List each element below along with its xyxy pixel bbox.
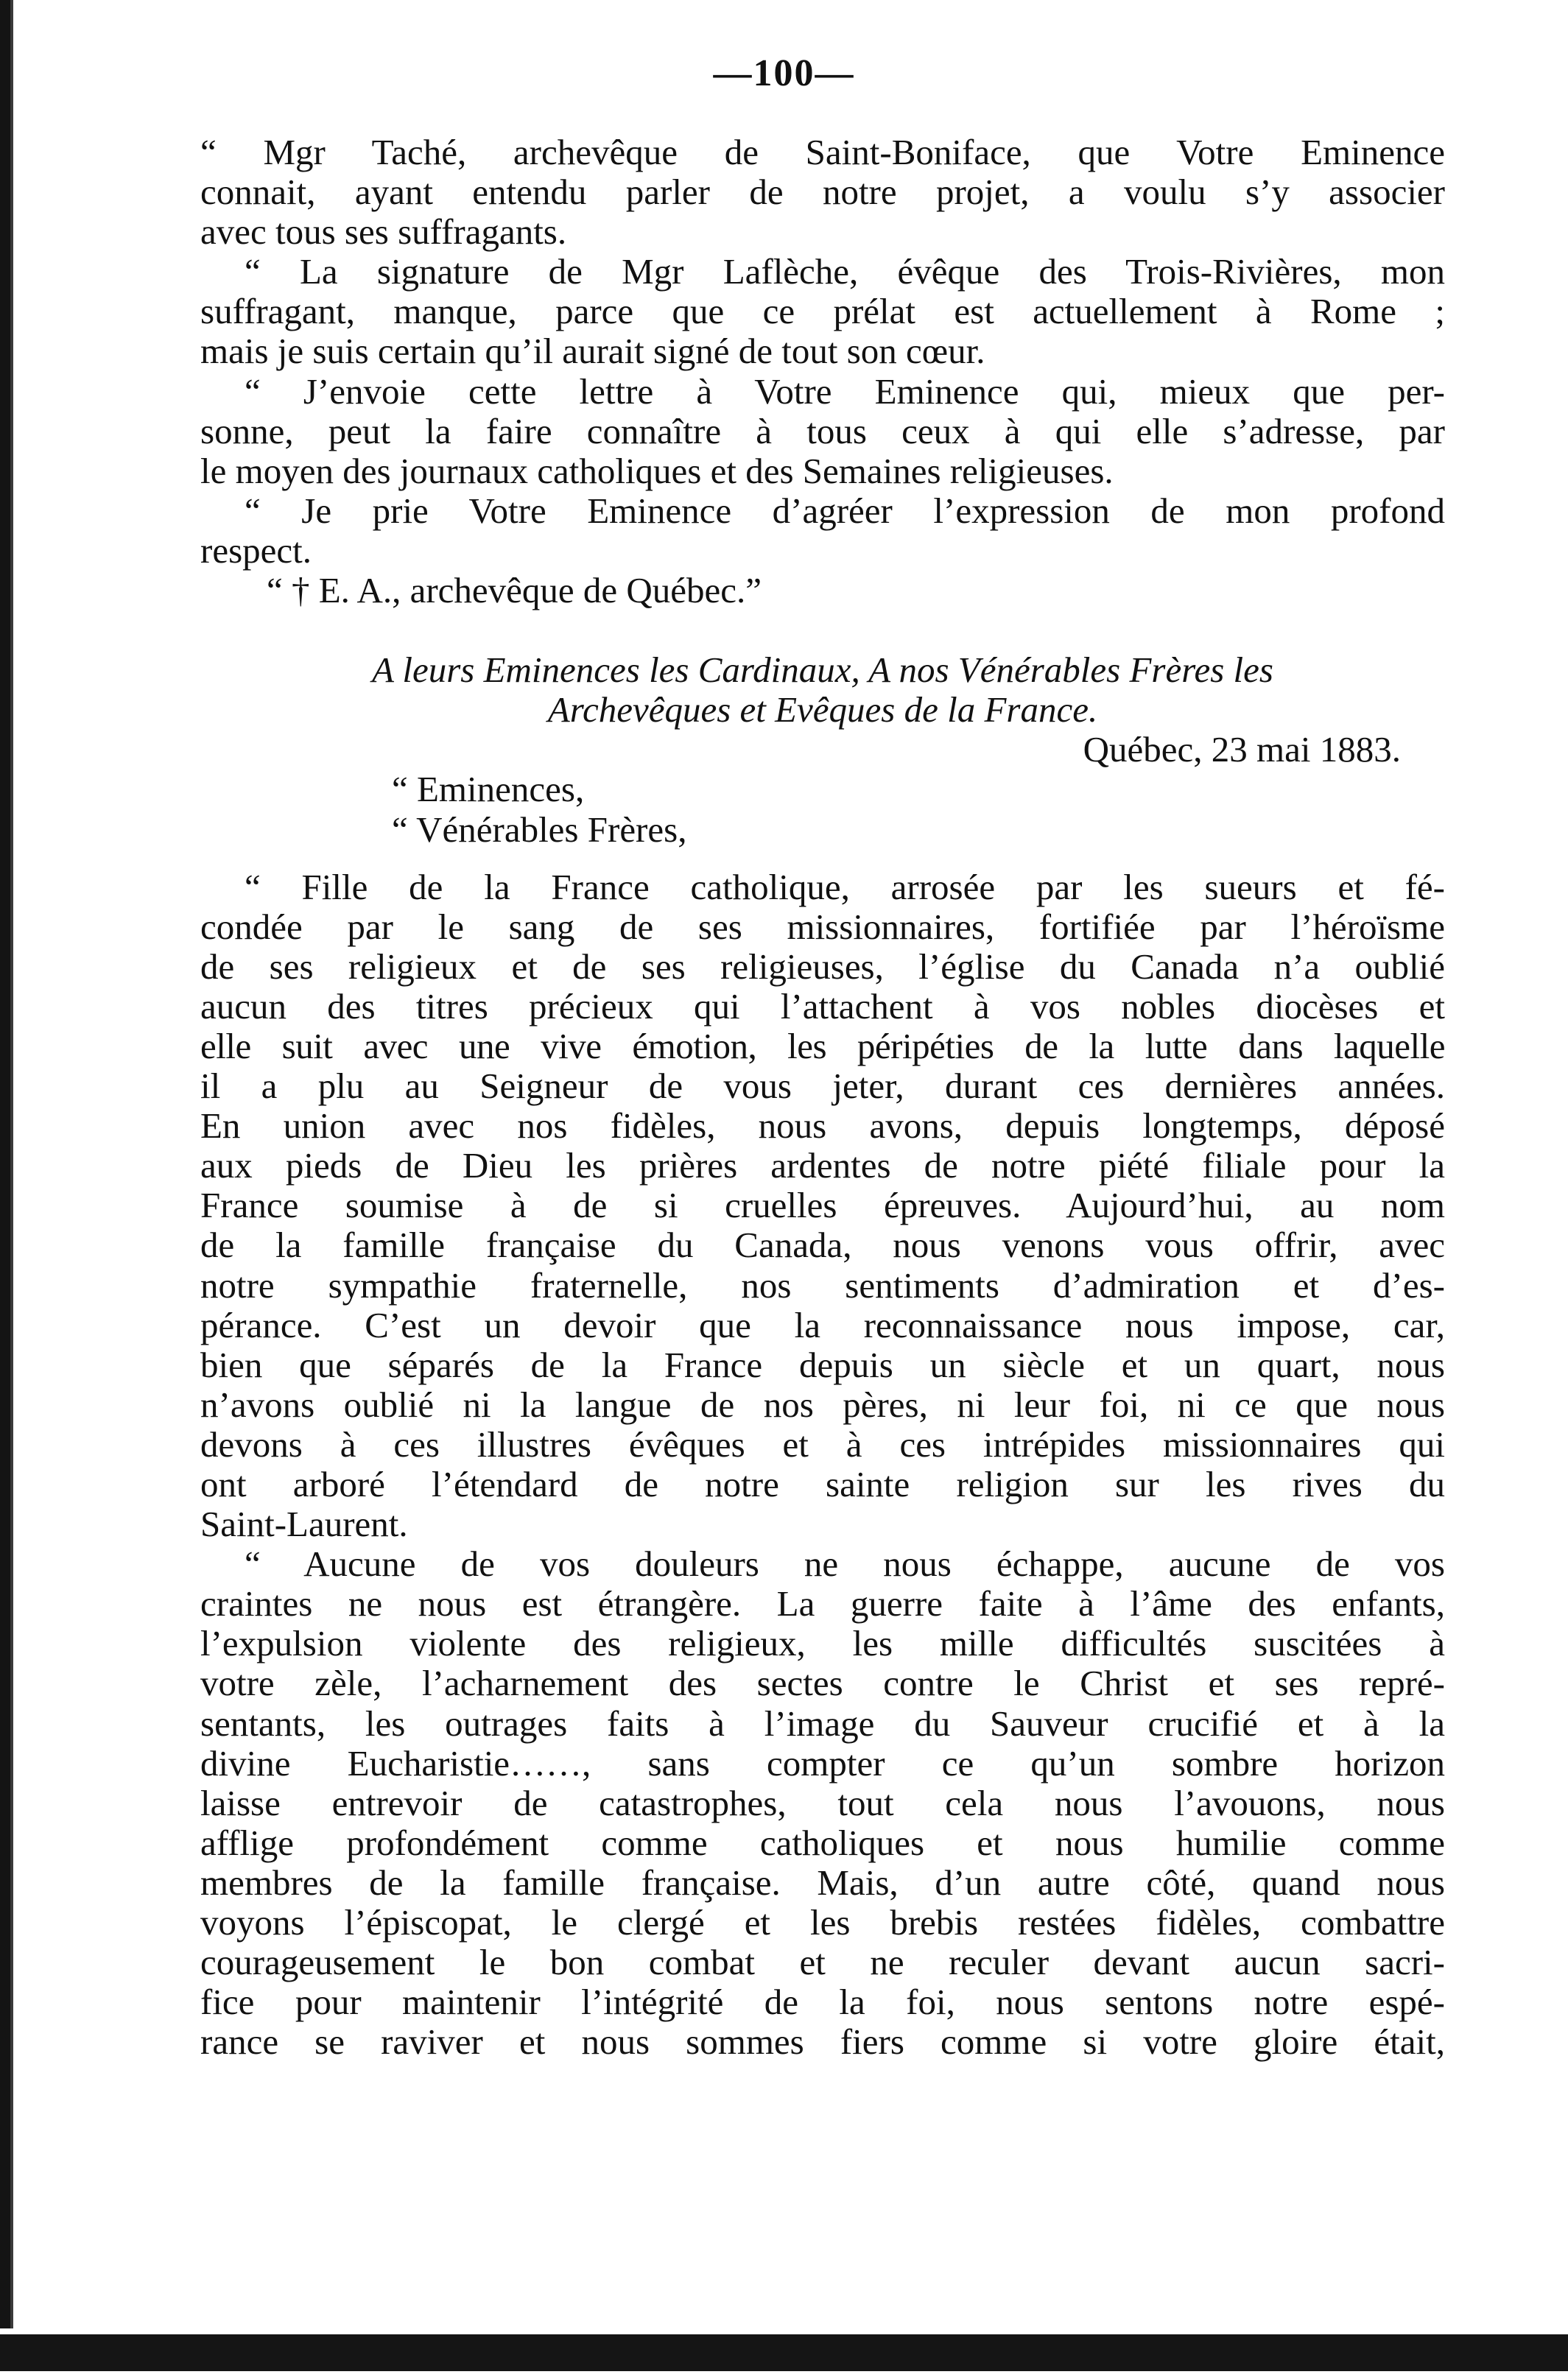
text-line: connait, ayant entendu parler de notre projet, a voulu s’y associer bbox=[200, 172, 1445, 213]
text-line: afflige profondément comme catholiques et nous humilie comme bbox=[200, 1822, 1445, 1863]
text-line: de la famille française du Canada, nous venons vous offrir, avec bbox=[200, 1225, 1445, 1266]
spacer bbox=[200, 610, 1445, 650]
text-line: elle suit avec une vive émotion, les péripéties de la lutte dans laquelle bbox=[200, 1025, 1445, 1066]
text-line: “ Je prie Votre Eminence d’agréer l’expression de mon profond bbox=[245, 490, 1445, 531]
spacer bbox=[200, 850, 1445, 867]
text-line: “ Aucune de vos douleurs ne nous échappe, aucune de vos bbox=[245, 1543, 1445, 1585]
text-line: pérance. C’est un devoir que la reconnaissance nous impose, car, bbox=[200, 1304, 1445, 1345]
text-line: En union avec nos fidèles, nous avons, depuis longtemps, déposé bbox=[200, 1105, 1445, 1147]
text-line: l’expulsion violente des religieux, les mille difficultés suscitées à bbox=[200, 1623, 1445, 1664]
text-line: “ Mgr Taché, archevêque de Saint-Boniface, que Votre Eminence bbox=[200, 132, 1445, 172]
scan-border-left bbox=[0, 0, 19, 2380]
page-number: —100— bbox=[713, 52, 855, 94]
text-line: laisse entrevoir de catastrophes, tout cela nous l’avouons, nous bbox=[200, 1782, 1445, 1823]
text-line: devons à ces illustres évêques et à ces intrépides missionnaires qui bbox=[200, 1423, 1445, 1465]
text-line: votre zèle, l’acharnement des sectes contre le Christ et ses repré- bbox=[200, 1663, 1445, 1704]
text-line: aucun des titres précieux qui l’attachent à vos nobles diocèses et bbox=[200, 985, 1445, 1027]
text-line: voyons l’épiscopat, le clergé et les brebis restées fidèles, combattre bbox=[200, 1902, 1445, 1943]
letter-body bbox=[200, 133, 1445, 2062]
salutation: “ Vénérables Frères, bbox=[392, 809, 687, 850]
address-heading: Archevêques et Evêques de la France. bbox=[547, 689, 1098, 730]
text-line: mais je suis certain qu’il aurait signé de tout son cœur. bbox=[200, 331, 985, 372]
text-line: de ses religieux et de ses religieuses, l’église du Canada n’a oublié bbox=[200, 946, 1445, 987]
text-line: fice pour maintenir l’intégrité de la foi, nous sentons notre espé- bbox=[200, 1982, 1445, 2023]
text-line: ont arboré l’étendard de notre sainte religion sur les rives du bbox=[200, 1464, 1445, 1504]
address-heading: A leurs Eminences les Cardinaux, A nos Vénérables Frères les bbox=[372, 649, 1273, 691]
text-line: craintes ne nous est étrangère. La guerre faite à l’âme des enfants, bbox=[200, 1583, 1445, 1624]
salutation: “ Eminences, bbox=[392, 769, 585, 810]
text-line: suffragant, manque, parce que ce prélat est actuellement à Rome ; bbox=[200, 291, 1445, 332]
scan-border-bottom bbox=[0, 2328, 1568, 2380]
text-line: avec tous ses suffragants. bbox=[200, 211, 567, 253]
text-line: courageusement le bon combat et ne reculer devant aucun sacri- bbox=[200, 1942, 1445, 1983]
text-line: “ Fille de la France catholique, arrosée par les sueurs et fé- bbox=[245, 866, 1445, 907]
text-line: sonne, peut la faire connaître à tous ceux à qui elle s’adresse, par bbox=[200, 410, 1445, 451]
text-line: “ La signature de Mgr Laflèche, évêque des Trois-Rivières, mon bbox=[245, 251, 1445, 292]
text-line: “ J’envoie cette lettre à Votre Eminence qui, mieux que per- bbox=[245, 370, 1445, 412]
text-line: bien que séparés de la France depuis un siècle et un quart, nous bbox=[200, 1344, 1445, 1385]
text-line: Saint-Laurent. bbox=[200, 1504, 408, 1545]
text-line: le moyen des journaux catholiques et des Semaines religieuses. bbox=[200, 450, 1114, 491]
text-line: sentants, les outrages faits à l’image du Sauveur crucifié et à la bbox=[200, 1703, 1445, 1744]
text-line: notre sympathie fraternelle, nos sentiments d’admiration et d’es- bbox=[200, 1264, 1445, 1306]
text-line: rance se raviver et nous sommes fiers comme si votre gloire était, bbox=[200, 2021, 1445, 2063]
text-line: membres de la famille française. Mais, d’un autre côté, quand nous bbox=[200, 1862, 1445, 1903]
text-line: divine Eucharistie……, sans compter ce qu’un sombre horizon bbox=[200, 1742, 1445, 1784]
text-line: respect. bbox=[200, 529, 312, 571]
text-line: France soumise à de si cruelles épreuves. Aujourd’hui, au nom bbox=[200, 1185, 1445, 1226]
text-line: condée par le sang de ses missionnaires, fortifiée par l’héroïsme bbox=[200, 906, 1445, 947]
text-line: il a plu au Seigneur de vous jeter, durant ces dernières années. bbox=[200, 1066, 1445, 1107]
date-line: Québec, 23 mai 1883. bbox=[1083, 729, 1401, 770]
text-line: n’avons oublié ni la langue de nos pères, ni leur foi, ni ce que nous bbox=[200, 1384, 1445, 1425]
text-line: aux pieds de Dieu les prières ardentes de notre piété filiale pour la bbox=[200, 1145, 1445, 1186]
signature-line: “ † E. A., archevêque de Québec.” bbox=[267, 570, 762, 611]
